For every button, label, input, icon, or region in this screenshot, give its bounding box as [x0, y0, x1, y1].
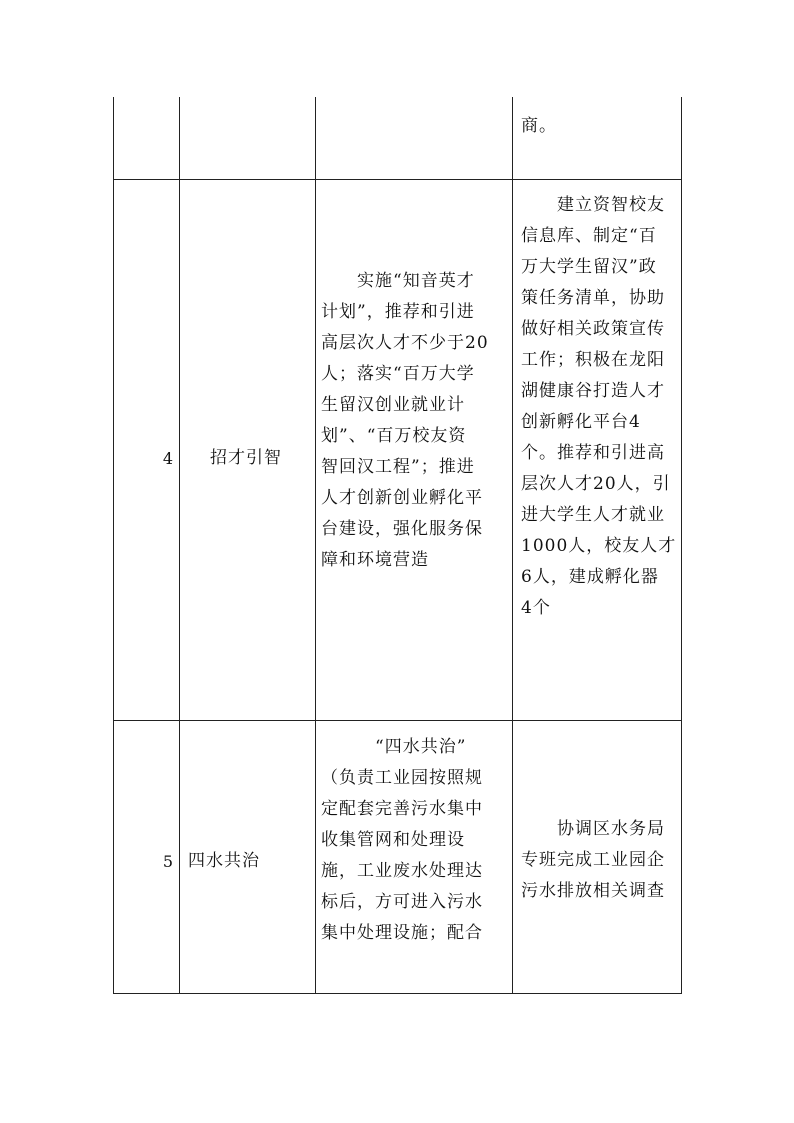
measure-cell: 建立资智校友 信息库、制定“百 万大学生留汉”政 策任务清单，协助 做好相关政策宣传 工作；积极在龙阳 湖健康谷打造人才 创新孵化平台4 个。推荐和引进高 层次人才20人，引 进大学生人才就业 1000人，校友人才 6人，建成孵化器 4个	[521, 195, 677, 618]
table-border-left	[113, 97, 114, 994]
measure-cell: 协调区水务局 专班完成工业园企 污水排放相关调查	[521, 819, 665, 901]
table-column-divider	[179, 97, 180, 994]
measure-cell: 商。	[521, 116, 557, 136]
table-row-divider	[113, 179, 682, 180]
table-row-divider	[113, 720, 682, 721]
item-cell: 招才引智	[210, 448, 282, 468]
table-column-divider	[512, 97, 513, 994]
table-column-divider	[315, 97, 316, 994]
task-cell: “四水共治” （负责工业园按照规 定配套完善污水集中 收集管网和处理设 施，工业废水处理达 标后，方可进入污水 集中处理设施；配合	[321, 737, 483, 943]
row-number: 5	[162, 852, 174, 871]
task-cell: 实施“知音英才 计划”，推荐和引进 高层次人才不少于20 人；落实“百万大学 生留汉创业就业计 划”、“百万校友资 智回汉工程”；推进 人才创新创业孵化平 台建设，强化服务保 障和环境营造	[321, 271, 489, 570]
table-border-bottom	[113, 993, 682, 994]
item-cell: 四水共治	[188, 851, 260, 871]
table-border-right	[681, 97, 682, 994]
row-number: 4	[162, 449, 174, 468]
